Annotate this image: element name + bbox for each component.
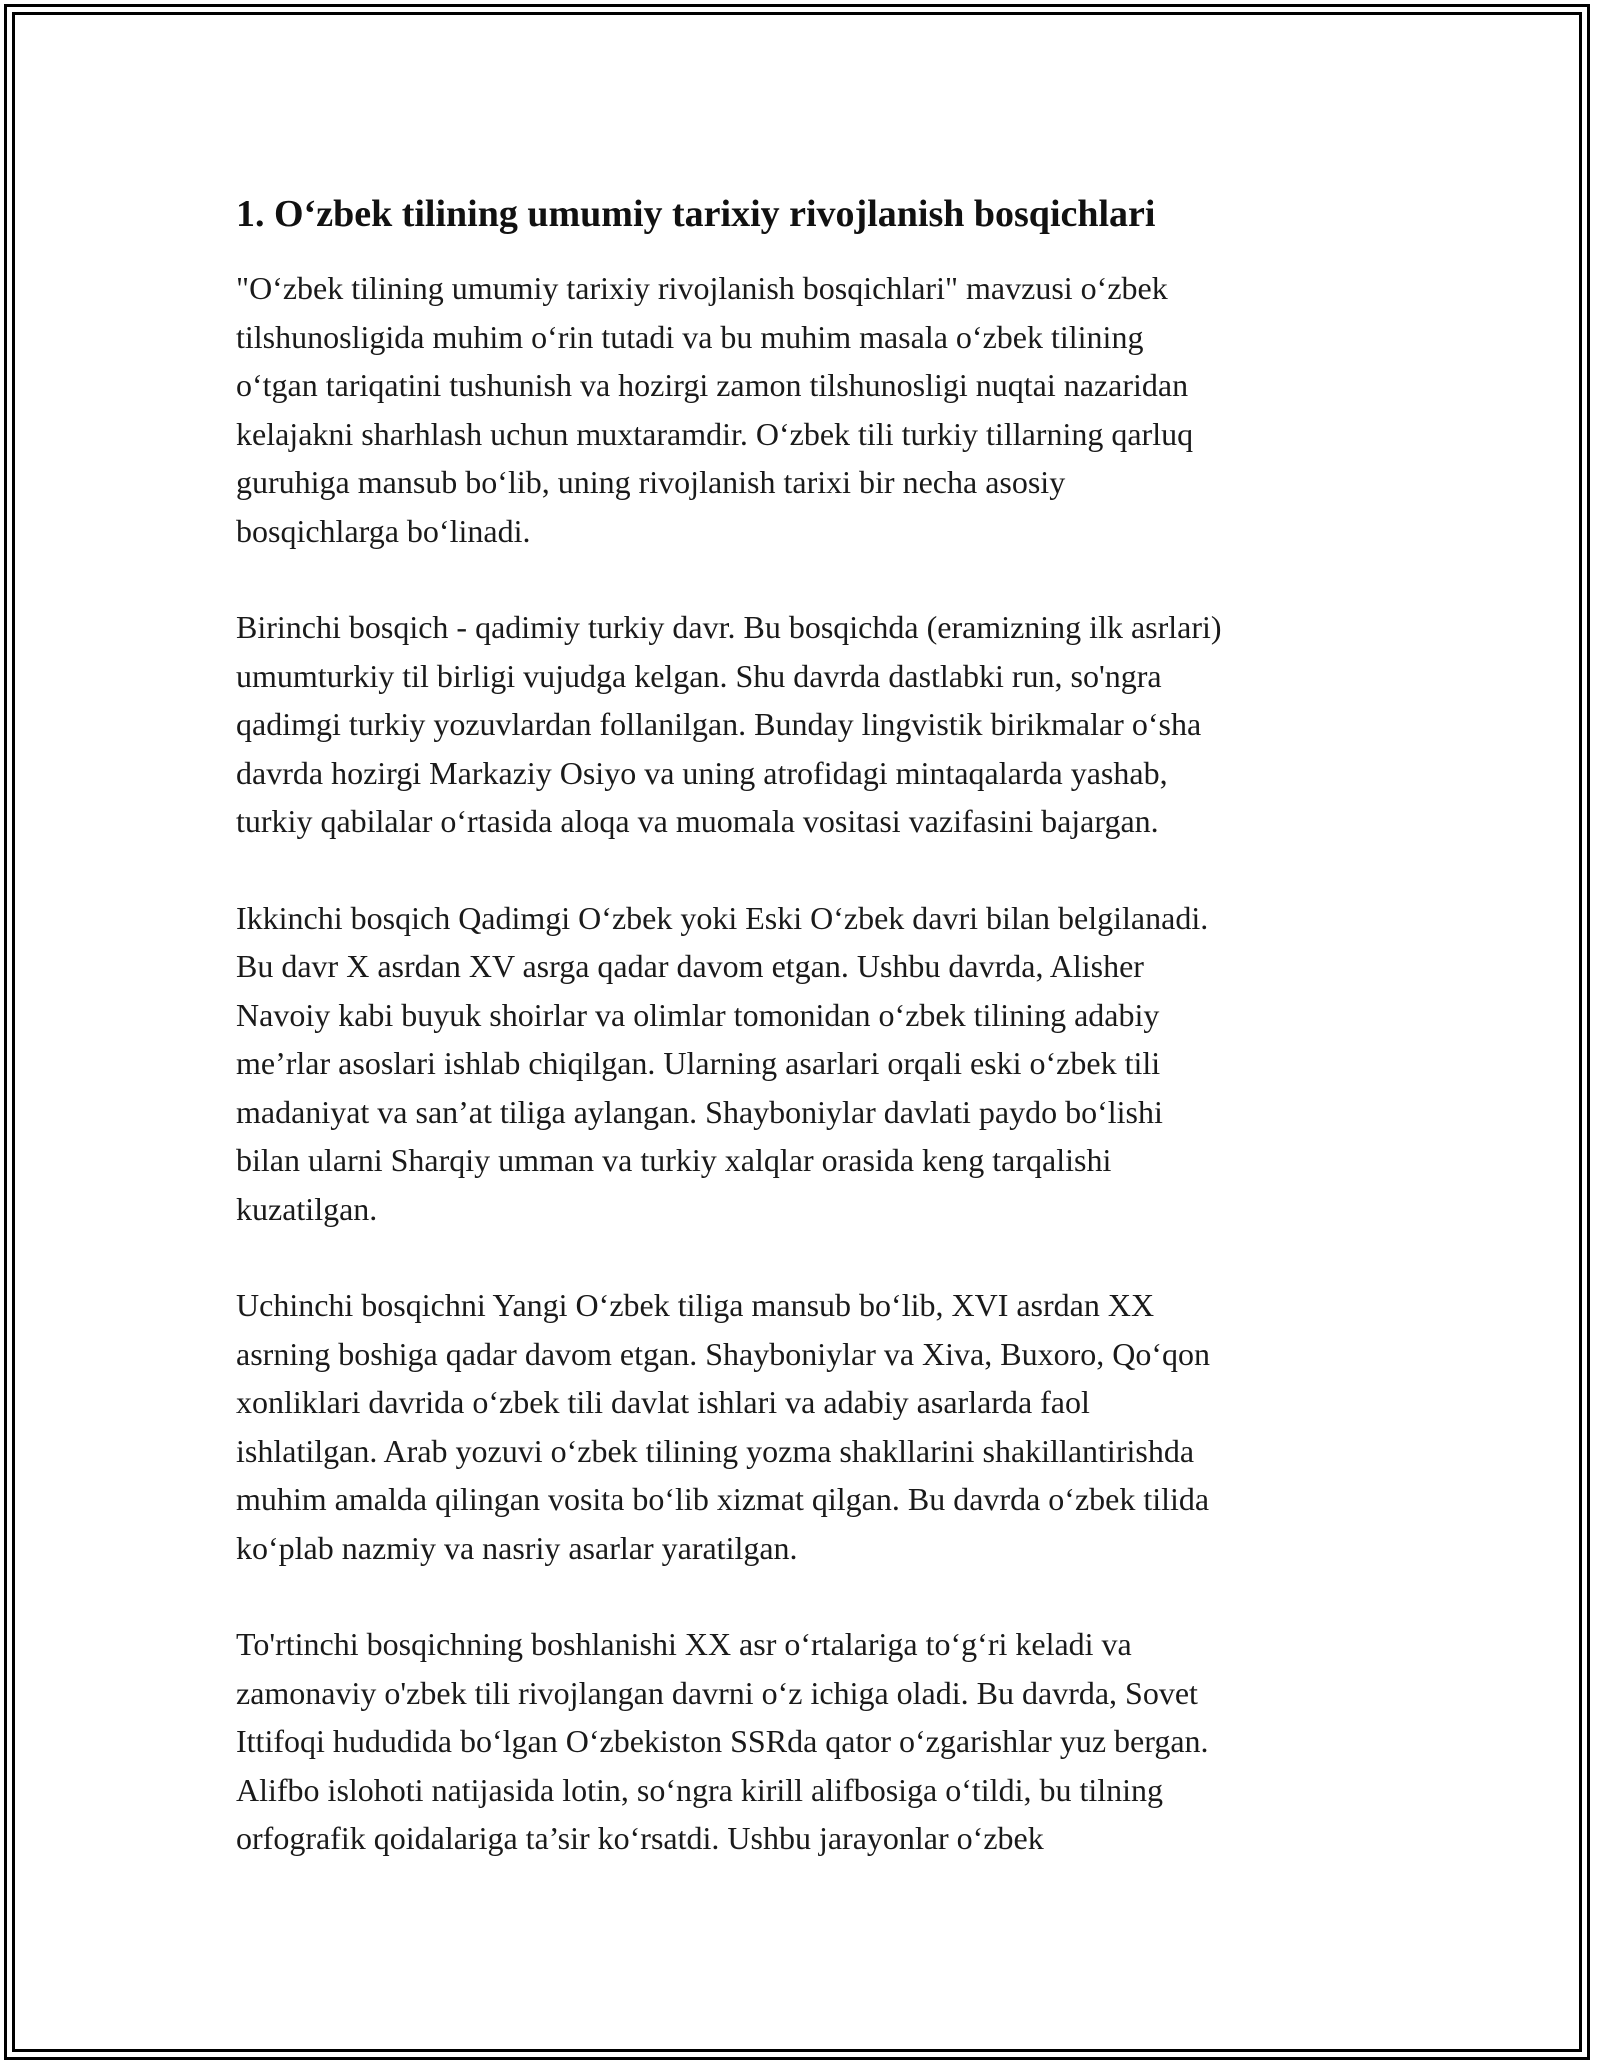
text-line: guruhiga mansub bo‘lib, uning rivojlanish tarixi bir necha asosiy — [236, 464, 1066, 500]
paragraph-intro — [236, 264, 1376, 555]
text-line: asrning boshiga qadar davom etgan. Shayboniylar va Xiva, Buxoro, Qo‘qon — [236, 1335, 1211, 1372]
text-line: umumturkiy til birligi vujudga kelgan. Shu davrda dastlabki run, so'ngra — [236, 657, 1162, 694]
paragraph-stage-2 — [236, 894, 1376, 1234]
text-line: zamonaviy o'zbek tili rivojlangan davrni o‘z ichiga oladi. Bu davrda, Sovet — [236, 1674, 1198, 1711]
document-body — [236, 190, 1376, 1911]
section-heading: 1. O‘zbek tilining umumiy tarixiy rivojlanish bosqichlari — [236, 193, 1156, 235]
text-line: To'rtinchi bosqichning boshlanishi XX asr o‘rtalariga to‘g‘ri keladi va — [236, 1626, 1132, 1662]
paragraph-stage-3 — [236, 1281, 1376, 1572]
text-line: orfografik qoidalariga ta’sir ko‘rsatdi. Ushbu jarayonlar o‘zbek — [236, 1820, 1044, 1856]
text-line: Uchinchi bosqichni Yangi O‘zbek tiliga mansub bo‘lib, XVI asrdan XX — [236, 1287, 1155, 1323]
text-line: Ittifoqi hududida bo‘lgan O‘zbekiston SSRda qator o‘zgarishlar yuz bergan. — [236, 1723, 1209, 1759]
paragraph-stage-1 — [236, 603, 1376, 846]
text-line: bilan ularni Sharqiy umman va turkiy xalqlar orasida keng tarqalishi — [236, 1142, 1112, 1178]
text-line: bosqichlarga bo‘linadi. — [236, 512, 531, 549]
text-line: Ikkinchi bosqich Qadimgi O‘zbek yoki Eski O‘zbek davri bilan belgilanadi. — [236, 899, 1209, 936]
paragraph-stage-4 — [236, 1620, 1376, 1863]
text-line: madaniyat va san’at tiliga aylangan. Shayboniylar davlati paydo bo‘lishi — [236, 1093, 1163, 1130]
text-line: kuzatilgan. — [236, 1190, 378, 1227]
text-line: Bu davr X asrdan XV asrga qadar davom etgan. Ushbu davrda, Alisher — [236, 948, 1144, 984]
text-line: davrda hozirgi Markaziy Osiyo va uning atrofidagi mintaqalarda yashab, — [236, 754, 1168, 791]
text-line: turkiy qabilalar o‘rtasida aloqa va muomala vositasi vazifasini bajargan. — [236, 803, 1159, 839]
text-line: "O‘zbek tilining umumiy tarixiy rivojlanish bosqichlari" mavzusi o‘zbek — [236, 270, 1168, 306]
text-line: ko‘plab nazmiy va nasriy asarlar yaratilgan. — [236, 1529, 798, 1566]
text-line: Alifbo islohoti natijasida lotin, so‘ngra kirill alifbosiga o‘tildi, bu tilning — [236, 1771, 1164, 1808]
text-line: Birinchi bosqich - qadimiy turkiy davr. Bu bosqichda (eramizning ilk asrlari) — [236, 609, 1222, 645]
text-line: o‘tgan tariqatini tushunish va hozirgi zamon tilshunosligi nuqtai nazaridan — [236, 367, 1189, 403]
text-line: ishlatilgan. Arab yozuvi o‘zbek tilining yozma shakllarini shakillantirishda — [236, 1432, 1195, 1469]
text-line: kelajakni sharhlash uchun muxtaramdir. O‘zbek tili turkiy tillarning qarluq — [236, 415, 1194, 452]
text-line: me’rlar asoslari ishlab chiqilgan. Ularning asarlari orqali eski o‘zbek tili — [236, 1045, 1161, 1081]
text-line: muhim amalda qilingan vosita bo‘lib xizmat qilgan. Bu davrda o‘zbek tilida — [236, 1481, 1210, 1517]
text-line: tilshunosligida muhim o‘rin tutadi va bu muhim masala o‘zbek tilining — [236, 318, 1144, 355]
text-line: Navoiy kabi buyuk shoirlar va olimlar tomonidan o‘zbek tilining adabiy — [236, 996, 1160, 1033]
text-line: xonliklari davrida o‘zbek tili davlat ishlari va adabiy asarlarda faol — [236, 1384, 1090, 1420]
text-line: qadimgi turkiy yozuvlardan follanilgan. Bunday lingvistik birikmalar o‘sha — [236, 706, 1202, 742]
